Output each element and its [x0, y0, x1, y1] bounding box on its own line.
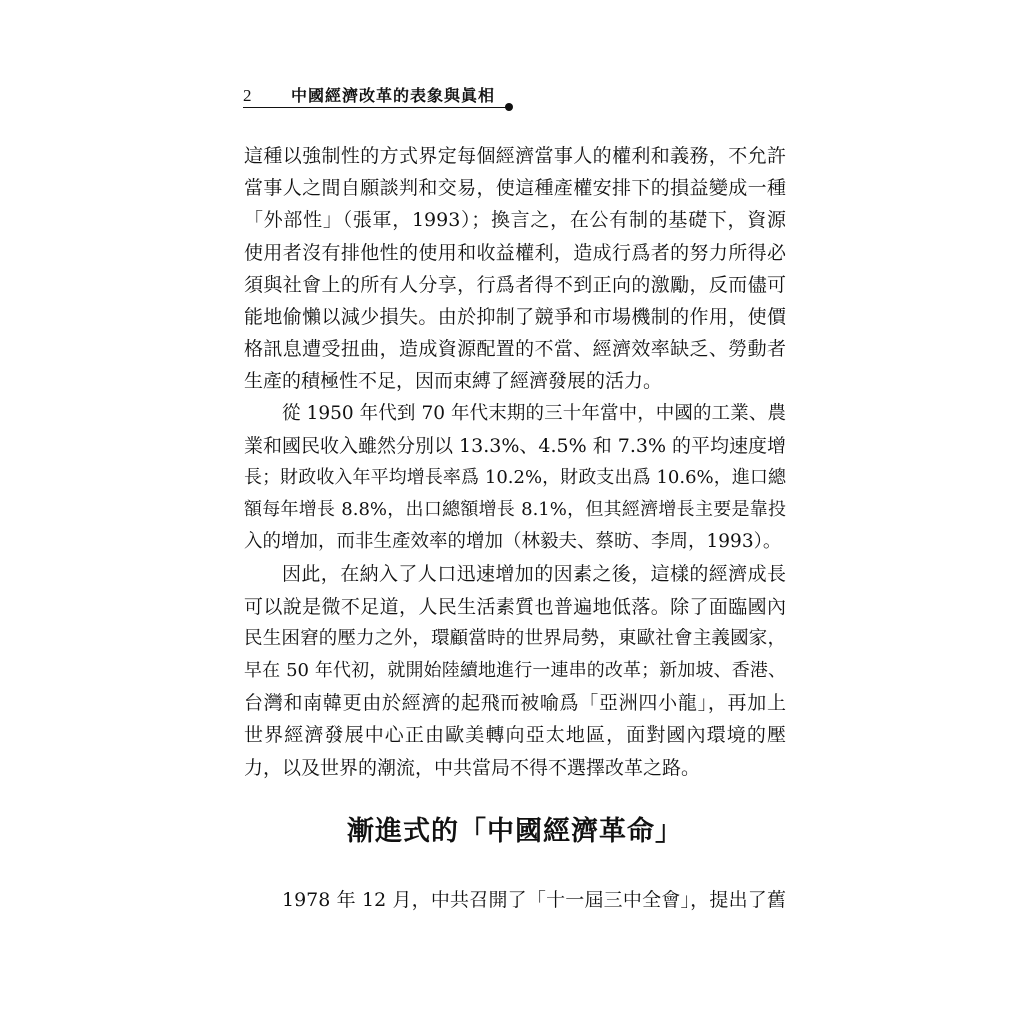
body-text: [244, 140, 786, 784]
text-line: 須與社會上的所有人分享，行爲者得不到正向的激勵，反而儘可: [244, 273, 786, 296]
paragraph: [244, 884, 786, 916]
text-line: 力，以及世界的潮流，中共當局不得不選擇改革之路。: [244, 756, 701, 779]
text-line: 使用者沒有排他性的使用和收益權利，造成行爲者的努力所得必: [244, 241, 786, 264]
text-line: 業和國民收入雖然分別以 13.3%、4.5% 和 7.3% 的平均速度增: [244, 434, 787, 457]
text-line: 民生困窘的壓力之外，環顧當時的世界局勢，東歐社會主義國家，: [244, 627, 786, 649]
text-line: 格訊息遭受扭曲，造成資源配置的不當、經濟效率缺乏、勞動者: [244, 338, 786, 361]
text-line: 長；財政收入年平均增長率爲 10.2%，財政支出爲 10.6%，進口總: [244, 466, 786, 488]
text-line: 額每年增長 8.8%，出口總額增長 8.1%，但其經濟增長主要是靠投: [244, 499, 786, 521]
paragraph: [244, 558, 786, 783]
text-line: 這種以強制性的方式界定每個經濟當事人的權利和義務，不允許: [244, 145, 786, 167]
section-heading: 漸進式的「中國經濟革命」: [347, 816, 683, 847]
paragraph: [244, 140, 786, 398]
text-line: 1978 年 12 月，中共召開了「十一屆三中全會」，提出了舊: [282, 889, 786, 911]
text-line: 生產的積極性不足，因而束縛了經濟發展的活力。: [244, 370, 663, 393]
page-number: 2: [243, 86, 252, 105]
running-title: 中國經濟改革的表象與眞相: [291, 86, 496, 105]
running-header: [243, 84, 783, 110]
text-line: 台灣和南韓更由於經濟的起飛而被喻爲「亞洲四小龍」，再加上: [244, 692, 786, 715]
text-line: 世界經濟發展中心正由歐美轉向亞太地區，面對國內環境的壓: [244, 724, 786, 747]
text-line: 入的增加，而非生產效率的增加（林毅夫、蔡昉、李周，1993）。: [244, 531, 782, 553]
text-line: 當事人之間自願談判和交易，使這種產權安排下的損益變成一種: [244, 177, 786, 200]
text-line: 早在 50 年代初，就開始陸續地進行一連串的改革；新加坡、香港、: [244, 660, 786, 681]
text-line: 從 1950 年代到 70 年代末期的三十年當中，中國的工業、農: [282, 402, 786, 424]
header-rule-dot: [505, 103, 513, 111]
header-rule: [243, 107, 509, 108]
text-line: 可以說是微不足道，人民生活素質也普遍地低落。除了面臨國內: [244, 595, 786, 618]
text-line: 因此，在納入了人口迅速增加的因素之後，這樣的經濟成長: [282, 563, 786, 586]
text-line: 能地偷懶以減少損失。由於抑制了競爭和市場機制的作用，使價: [244, 305, 786, 328]
paragraph: [244, 398, 786, 559]
text-line: 「外部性」（張軍，1993）；換言之，在公有制的基礎下，資源: [244, 209, 786, 232]
